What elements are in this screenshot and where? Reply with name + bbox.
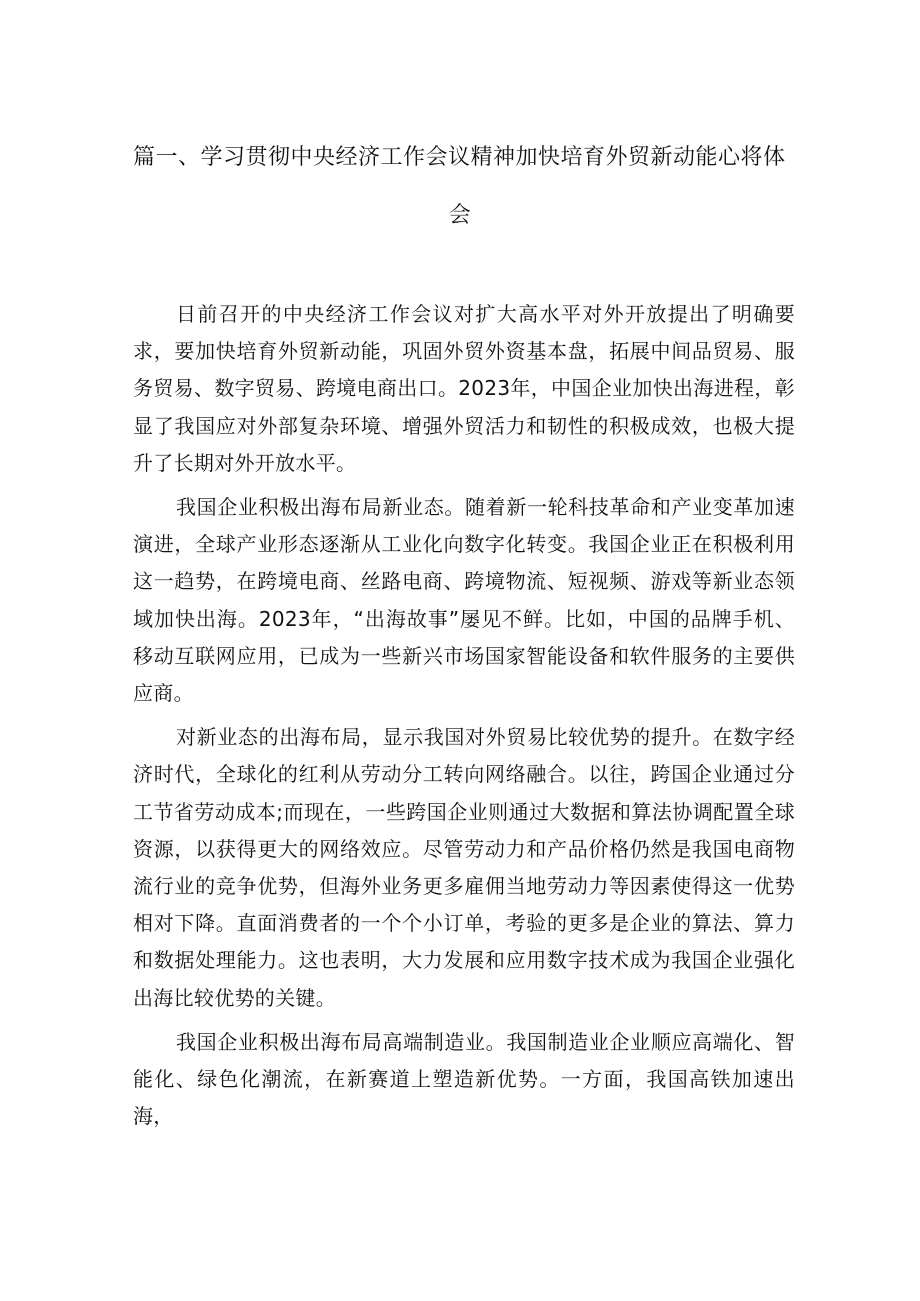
paragraph-4: 我国企业积极出海布局高端制造业。我国制造业企业顺应高端化、智能化、绿色化潮流，在新赛道上塑造新优势。一方面，我国高铁加速出海，: [133, 1029, 795, 1129]
document-title-line-1: 篇一、学习贯彻中央经济工作会议精神加快培育外贸新动能心将体: [133, 145, 786, 170]
paragraph-1: 日前召开的中央经济工作会议对扩大高水平对外开放提出了明确要求，要加快培育外贸新动能，巩固外贸外资基本盘，拓展中间品贸易、服务贸易、数字贸易、跨境电商出口。2023年，中国企业加快出海进程，彰显了我国应对外部复杂环境、增强外贸活力和韧性的积极成效，也极大提升了长期对外开放水平。: [133, 302, 795, 475]
document-body: [133, 296, 795, 1135]
paragraph-2: 我国企业积极出海布局新业态。随着新一轮科技革命和产业变革加速演进，全球产业形态逐渐从工业化向数字化转变。我国企业正在积极利用这一趋势，在跨境电商、丝路电商、跨境物流、短视频、游戏等新业态领域加快出海。2023年，“出海故事”屡见不鲜。比如，中国的品牌手机、移动互联网应用，已成为一些新兴市场国家智能设备和软件服务的主要供应商。: [133, 495, 795, 706]
document-title-line-2: 会: [448, 203, 472, 228]
paragraph-3: 对新业态的出海布局，显示我国对外贸易比较优势的提升。在数字经济时代，全球化的红利从劳动分工转向网络融合。以往，跨国企业通过分工节省劳动成本;而现在，一些跨国企业则通过大数据和算法协调配置全球资源，以获得更大的网络效应。尽管劳动力和产品价格仍然是我国电商物流行业的竞争优势，但海外业务更多雇佣当地劳动力等因素使得这一优势相对下降。直面消费者的一个个小订单，考验的更多是企业的算法、算力和数据处理能力。这也表明，大力发展和应用数字技术成为我国企业强化出海比较优势的关键。: [133, 725, 795, 1010]
